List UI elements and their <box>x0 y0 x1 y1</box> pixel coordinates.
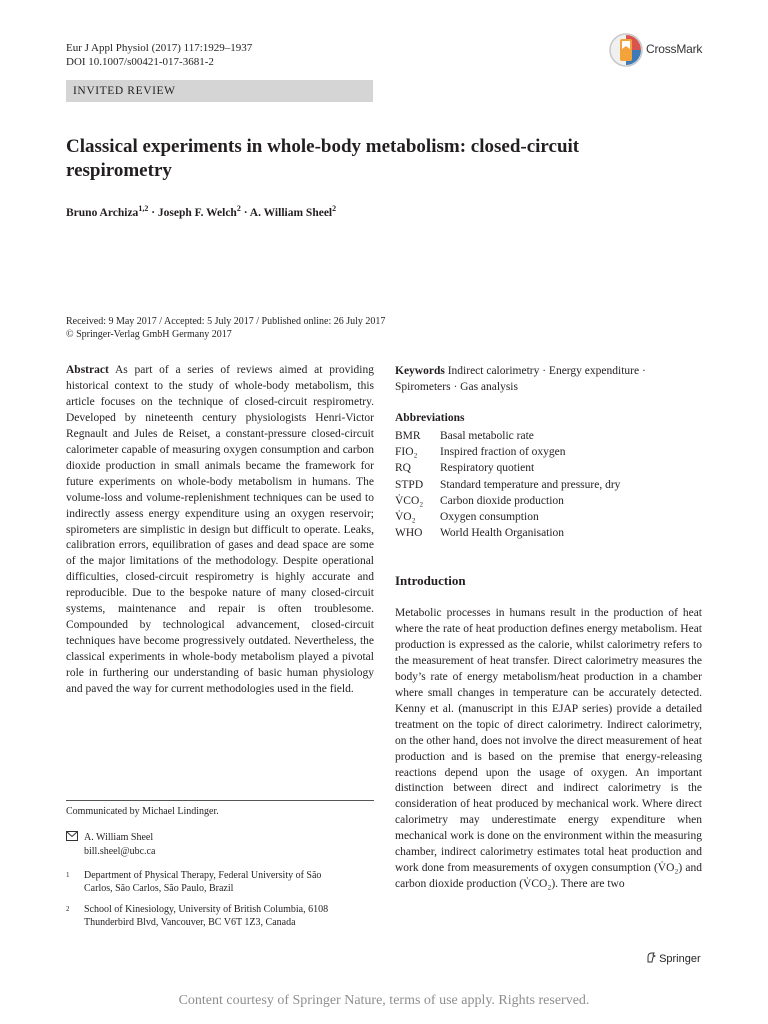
article-type-badge: INVITED REVIEW <box>66 80 373 102</box>
abbreviation-row <box>395 477 702 493</box>
doi[interactable]: DOI 10.1007/s00421-017-3681-2 <box>66 56 214 68</box>
copyright-line: © Springer-Verlag GmbH Germany 2017 <box>66 329 232 340</box>
abbreviations-list <box>395 428 702 541</box>
abbr-def: World Health Organisation <box>440 527 565 540</box>
crossmark-logo[interactable] <box>608 32 708 68</box>
affil-line: School of Kinesiology, University of British Columbia, 6108 <box>84 904 329 915</box>
abbr-term: V̇CO₂ <box>395 494 424 507</box>
envelope-icon <box>66 831 84 845</box>
abbreviation-row <box>395 509 702 525</box>
affil-line: Thunderbird Blvd, Vancouver, BC V6T 1Z3, Canada <box>84 917 296 928</box>
abbreviation-row <box>395 525 702 541</box>
article-title: Classical experiments in whole-body metabolism: closed-circuit respirometry <box>66 136 580 181</box>
abbreviations-heading: Abbreviations <box>395 412 465 424</box>
author-name[interactable]: Bruno Archiza <box>66 206 139 219</box>
affil-number: 1 <box>66 871 70 879</box>
publisher-logo <box>646 952 701 965</box>
abbr-term: V̇O₂ <box>395 511 416 524</box>
author-name[interactable]: A. William Sheel <box>249 206 333 219</box>
publication-dates <box>66 315 385 341</box>
keywords-line: Indirect calorimetry · Energy expenditure · <box>447 365 646 377</box>
abstract-paragraph <box>66 363 374 698</box>
abbr-def: Oxygen consumption <box>440 511 539 524</box>
affiliation-1 <box>66 869 366 895</box>
correspondence-block <box>66 831 155 858</box>
introduction-paragraph: Metabolic processes in humans result in the production of heat where the rate of heat production defines energy metabolism. Heat production is expressed as the calorie, whilst calorimetry refers to the measurement of heat transfer. Direct calorimetry measures the body’s rate of energy metabolism/heat production in a chamber where small changes in temperature can be accurately detected. Kenny et al. (manuscript in this EJAP series) provide a detailed treatment on the topic of direct calorimetry. Indirect calorimetry, on the other hand, does not involve the direct measurement of heat production and is based on the premise that energy-releasing reactions depend upon the usage of oxygen. An important distinction between direct and indirect calorimetry is the consideration of heat produced by mechanical work. Where direct calorimetry may underestimate energy expenditure when mechanical work is done on the environment within the measuring chamber, indirect calorimetry estimates total heat production and work done from measurements of oxygen consumption (V̇O₂) and carbon dioxide production (V̇CO₂). There are two <box>395 607 702 891</box>
introduction-heading: Introduction <box>395 573 466 588</box>
communicated-by: Communicated by Michael Lindinger. <box>66 806 219 817</box>
abbr-def: Standard temperature and pressure, dry <box>440 478 621 491</box>
author-affil: 2 <box>332 204 337 213</box>
author-separator: · <box>148 206 158 219</box>
affil-line: Carlos, São Carlos, São Paulo, Brazil <box>84 883 234 894</box>
keywords-line: Spirometers · Gas analysis <box>395 381 518 393</box>
affiliation-2 <box>66 903 366 929</box>
dates-line: Received: 9 May 2017 / Accepted: 5 July 2017 / Published online: 26 July 2017 <box>66 316 386 327</box>
correspondence-name: A. William Sheel <box>84 832 154 843</box>
abbreviation-row <box>395 428 702 444</box>
author-affil: 1,2 <box>138 204 149 213</box>
abstract-text: As part of a series of reviews aimed at providing historical context to the study of whole-body metabolism, this article focuses on the technique of closed-circuit respirometry. Developed by nineteenth century physiologists Henri-Victor Regnault and Jules de Reiset, a constant-pressure closed-circuit calorimeter capable of measuring oxygen consumption and carbon dioxide production in small animals became the framework for future experiments on whole-body metabolism in humans. The volume-loss and volume-replenishment techniques can be used to indirectly assess energy expenditure using an oxygen reservoir; spirometers are simplistic in design but difficult to operate. Leaks, calibration errors, equilibration of gases and dead space are some of the major limitations of the methodology. Despite operational difficulties, closed-circuit respirometry is highly accurate and reproducible. Due to the bespoke nature of many closed-circuit systems, maintenance and repair is often troublesome. Compounded by technological advancement, closed-circuit techniques have become progressively outdated. Nevertheless, the classical experiments in whole-body metabolism played a pivotal role in furthering our understanding of basic human physiology and paved the way for current methodologies used in the field. <box>66 364 374 696</box>
abbreviation-row <box>395 460 702 476</box>
author-list <box>66 204 336 219</box>
abbr-term: BMR <box>395 430 421 442</box>
abbr-def: Carbon dioxide production <box>440 494 564 507</box>
abbr-term: FIO₂ <box>395 446 418 459</box>
springer-horse-icon <box>646 953 659 965</box>
abbr-def: Basal metabolic rate <box>440 430 534 442</box>
journal-citation: Eur J Appl Physiol (2017) 117:1929–1937 <box>66 42 253 54</box>
abbr-term: RQ <box>395 462 411 475</box>
content-notice: Content courtesy of Springer Nature, terms of use apply. Rights reserved. <box>178 993 590 1008</box>
abstract-label: Abstract <box>66 364 109 376</box>
abbr-term: STPD <box>395 478 424 491</box>
keywords-section <box>395 363 702 395</box>
author-separator: · <box>240 206 250 219</box>
keywords-label: Keywords <box>395 365 445 377</box>
affil-line: Department of Physical Therapy, Federal University of São <box>84 870 322 881</box>
crossmark-icon <box>608 32 644 68</box>
abbreviation-row <box>395 493 702 509</box>
footnote-divider <box>66 800 374 801</box>
crossmark-label: CrossMark <box>646 42 703 56</box>
abbreviation-row <box>395 444 702 460</box>
abstract-section <box>66 363 374 698</box>
author-affil: 2 <box>236 204 241 213</box>
correspondence-email[interactable]: bill.sheel@ubc.ca <box>84 846 156 857</box>
abbr-def: Inspired fraction of oxygen <box>440 446 566 459</box>
affil-number: 2 <box>66 905 70 913</box>
abbr-def: Respiratory quotient <box>440 462 535 475</box>
abbr-term: WHO <box>395 527 423 540</box>
publisher-name: Springer <box>659 953 701 965</box>
author-name[interactable]: Joseph F. Welch <box>157 206 237 219</box>
